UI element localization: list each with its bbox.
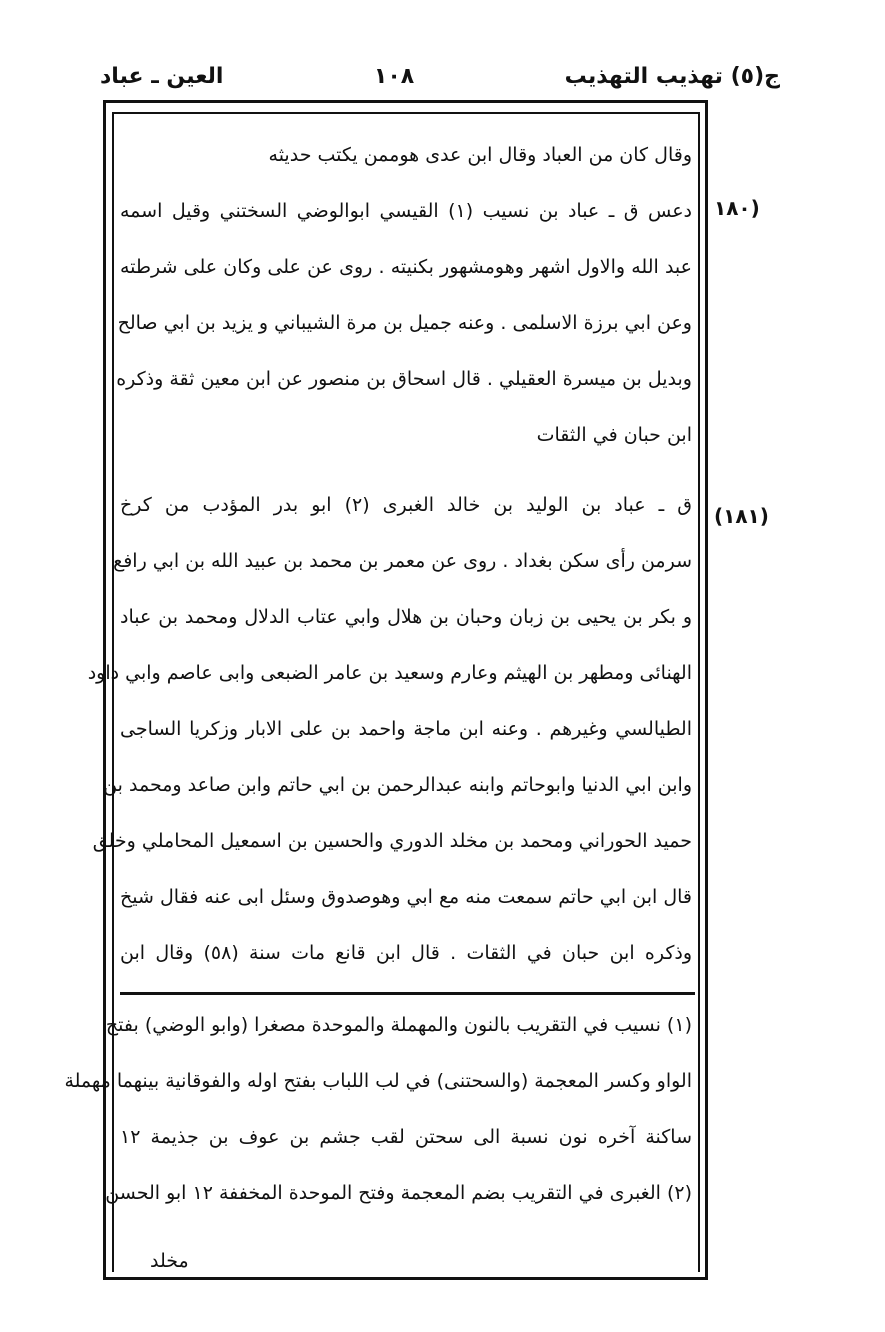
footnote-line-2: الواو وكسر المعجمة (والسحتنى) في لب اللباب بفتح اوله والفوقانية بينهما مهملة	[64, 1070, 692, 1092]
page-number: ١٠٨	[373, 63, 415, 89]
text-line-12: وابن ابي الدنيا وابوحاتم وابنه عبدالرحمن بن ابي حاتم وابن صاعد ومحمد بن	[103, 774, 692, 796]
header-section-title: العين ـ عباد	[100, 63, 224, 89]
text-line-1: وقال كان من العباد وقال ابن عدى هوممن يكتب حديثه	[268, 144, 692, 166]
entry-number-181: (١٨١)	[714, 504, 769, 528]
text-line-11: الطيالسي وغيرهم . وعنه ابن ماجة واحمد بن على الابار وزكريا الساجى	[120, 718, 692, 740]
text-line-15: وذكره ابن حبان في الثقات . قال ابن قانع مات سنة (٥٨) وقال ابن	[120, 942, 693, 964]
text-line-13: حميد الحوراني ومحمد بن مخلد الدوري والحسين بن اسمعيل المحاملي وخلق	[92, 830, 692, 852]
header-volume-title: ج(٥) تهذيب التهذيب	[564, 63, 780, 89]
footnote-line-4: (٢) الغبرى في التقريب بضم المعجمة وفتح الموحدة المخففة ١٢ ابو الحسن	[105, 1182, 692, 1204]
text-line-9: و بكر بن يحيى بن زبان وحبان بن هلال وابي عتاب الدلال ومحمد بن عباد	[120, 606, 692, 628]
text-line-6: ابن حبان في الثقات	[536, 424, 692, 446]
running-header	[100, 56, 780, 96]
text-line-7: ق ـ عباد بن الوليد بن خالد الغبرى (٢) ابو بدر المؤدب من كرخ	[120, 494, 692, 516]
footnote-rule	[120, 992, 695, 995]
text-line-3: عبد الله والاول اشهر وهومشهور بكنيته . روى عن على وكان على شرطته	[120, 256, 692, 278]
text-line-8: سرمن رأى سكن بغداد . روى عن معمر بن محمد بن عبيد الله بن ابي رافع	[113, 550, 692, 572]
text-line-14: قال ابن ابي حاتم سمعت منه مع ابي وهوصدوق وسئل ابى عنه فقال شيخ	[120, 886, 692, 908]
footnote-line-1: (١) نسيب في التقريب بالنون والمهملة والموحدة مصغرا (وابو الوضي) بفتح	[105, 1014, 692, 1036]
text-line-5: وبديل بن ميسرة العقيلي . قال اسحاق بن منصور عن ابن معين ثقة وذكره	[116, 368, 692, 390]
page-frame-inner	[64, 112, 700, 1272]
catchword: مخلد	[150, 1250, 189, 1272]
entry-number-180: ١٨٠)	[714, 196, 760, 220]
text-line-4: وعن ابي برزة الاسلمى . وعنه جميل بن مرة الشيباني و يزيد بن ابي صالح	[117, 312, 692, 334]
text-line-10: الهنائى ومطهر بن الهيثم وعارم وسعيد بن عامر الضبعى وابى عاصم وابي داود	[87, 662, 692, 684]
text-line-2: دعس ق ـ عباد بن نسيب (١) القيسي ابوالوضي السختني وقيل اسمه	[120, 200, 692, 222]
footnote-line-3: ساكنة آخره نون نسبة الى سحتن لقب جشم بن عوف بن جذيمة ١٢	[120, 1126, 692, 1148]
